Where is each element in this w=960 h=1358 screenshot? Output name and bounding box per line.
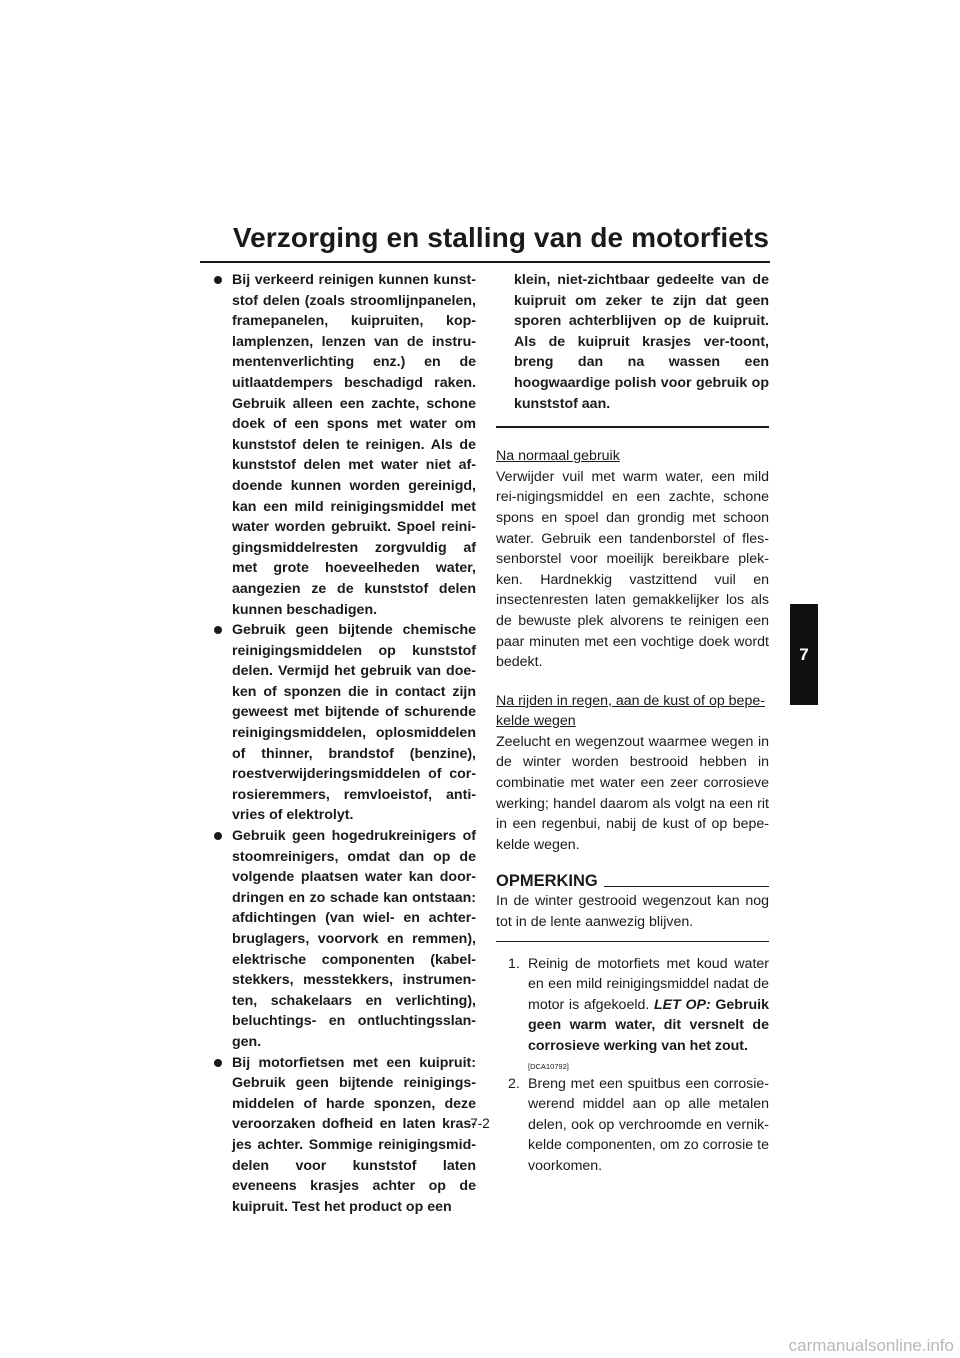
note-text: In de winter gestrooid wegenzout kan nog tot in de lente aanwezig blijven. bbox=[496, 893, 769, 931]
bullet-dot-icon bbox=[214, 276, 222, 284]
bullet-dot-icon bbox=[214, 626, 222, 634]
bullet-text: Bij motorfietsen met een kuipruit: Gebruik geen bijtende reinigings-middelen of harde sponzen, deze veroorzaken dofheid en laten kras-jes achter. Sommige reinigingsmid-delen voor kunststof laten eveneens krasjes achter op de kuipruit. Test het product op een bbox=[232, 1054, 476, 1215]
caution-label: LET OP: bbox=[654, 996, 711, 1013]
normal-use-text: Verwijder vuil met warm water, een mild rei-nigingsmiddel en een zachte, schone spons en spoel dan grondig met schoon water. Gebruik een tandenborstel of fles-senborstel voor moeilijk bereikbare plek-ken. Hardnekkig vastzittend vuil en insectenresten laten gemakkelijker los als de bewuste plek alvorens te reinigen een paar minuten met een vochtige doek wordt bedekt. bbox=[496, 468, 769, 671]
bullet-text: Bij verkeerd reinigen kunnen kunst-stof delen (zoals stroomlijnpanelen, framepanelen, kuipruiten, kop-lamplenzen, lenzen van de instru-mentenverlichting enz.) en de uitlaatdempers beschadigd raken. Gebruik alleen een zachte, schone doek of een spons met water om kunststof delen te reinigen. Als de kunststof delen met water niet af-doende kunnen worden gereinigd, kan een mild reinigingsmiddel met water worden gebruikt. Spoel reini-gingsmiddelresten zorgvuldig af met grote hoeveelheden water, aangezien ze de kunststof delen kunnen beschadigen. bbox=[232, 272, 476, 618]
rain-use-text: Zeelucht en wegenzout waarmee wegen in de winter worden bestrooid hebben in combinatie met water een zeer corrosieve werking; handel daarom als volgt na een rit in een regenbui, nabij de kust of op bepe-kelde wegen. bbox=[496, 733, 769, 853]
bullet-item bbox=[214, 1053, 476, 1218]
warning-bullet-list bbox=[214, 270, 476, 1217]
page-title: Verzorging en stalling van de motorfiets bbox=[232, 222, 769, 253]
step-text: Breng met een spuitbus een corrosie-werend middel aan op alle metalen delen, ook op verchroomde en vernik-kelde componenten, om zo corrosie te voorkomen. bbox=[528, 1075, 769, 1174]
bullet-item bbox=[214, 826, 476, 1053]
chapter-tab: 7 bbox=[790, 604, 818, 705]
step-item bbox=[496, 954, 769, 1072]
caution-text: Gebruik geen warm water, dit versnelt de corrosieve werking van het zout. bbox=[528, 996, 769, 1054]
left-column bbox=[214, 270, 476, 1217]
bullet-item bbox=[214, 620, 476, 826]
note-heading bbox=[496, 871, 769, 891]
bullet-dot-icon bbox=[214, 832, 222, 840]
note-end-rule bbox=[496, 941, 769, 942]
bullet-dot-icon bbox=[214, 1059, 222, 1067]
warning-end-rule bbox=[496, 426, 769, 428]
bullet-text: Gebruik geen hogedrukreinigers of stoomreinigers, omdat dan op de volgende plaatsen water kan door-dringen en zo schade kan ontstaan: afdichtingen (van wiel- en achter-bruglagers, voorvork en remmen), elektrische componenten (kabel-stekkers, messtekkers, instrumen-ten, schakelaars en verlichting), beluchtings- en ontluchtingsslan-gen. bbox=[232, 828, 476, 1050]
bullet-item bbox=[214, 270, 476, 620]
bullet-continuation: klein, niet-zichtbaar gedeelte van de kuipruit om zeker te zijn dat geen sporen achterblijven op de kuipruit. Als de kuipruit krasjes ver-toont, breng dan na wassen een hoogwaardige polish voor gebruik op kunststof aan. bbox=[514, 272, 769, 412]
rain-use-heading: Na rijden in regen, aan de kust of op bepe-kelde wegen bbox=[496, 692, 765, 730]
title-rule bbox=[200, 261, 770, 263]
normal-use-heading: Na normaal gebruik bbox=[496, 448, 620, 465]
steps-list bbox=[496, 954, 769, 1177]
right-column bbox=[496, 270, 769, 1177]
step-number: 2. bbox=[508, 1075, 520, 1092]
reference-code: [DCA10792] bbox=[528, 1061, 569, 1071]
note-label: OPMERKING bbox=[496, 872, 598, 891]
bullet-text: Gebruik geen bijtende chemische reinigingsmiddelen op kunststof delen. Vermijd het gebruik van doe-ken of sponzen die in contact zijn geweest met bijtende of schurende reinigingsmiddelen, oplosmiddelen of thinner, brandstof (benzine), roestverwijderingsmiddelen of cor-rosieremmers, remvloeistof, anti-vries of elektrolyt. bbox=[232, 622, 476, 824]
step-number: 1. bbox=[508, 955, 520, 972]
watermark: carmanualsonline.info bbox=[788, 1336, 954, 1355]
page-number: 7-2 bbox=[470, 1116, 490, 1131]
step-text: Reinig de motorfiets met koud water en een mild reinigingsmiddel nadat de motor is afgekoeld. bbox=[528, 955, 769, 1013]
note-heading-rule bbox=[604, 886, 769, 887]
